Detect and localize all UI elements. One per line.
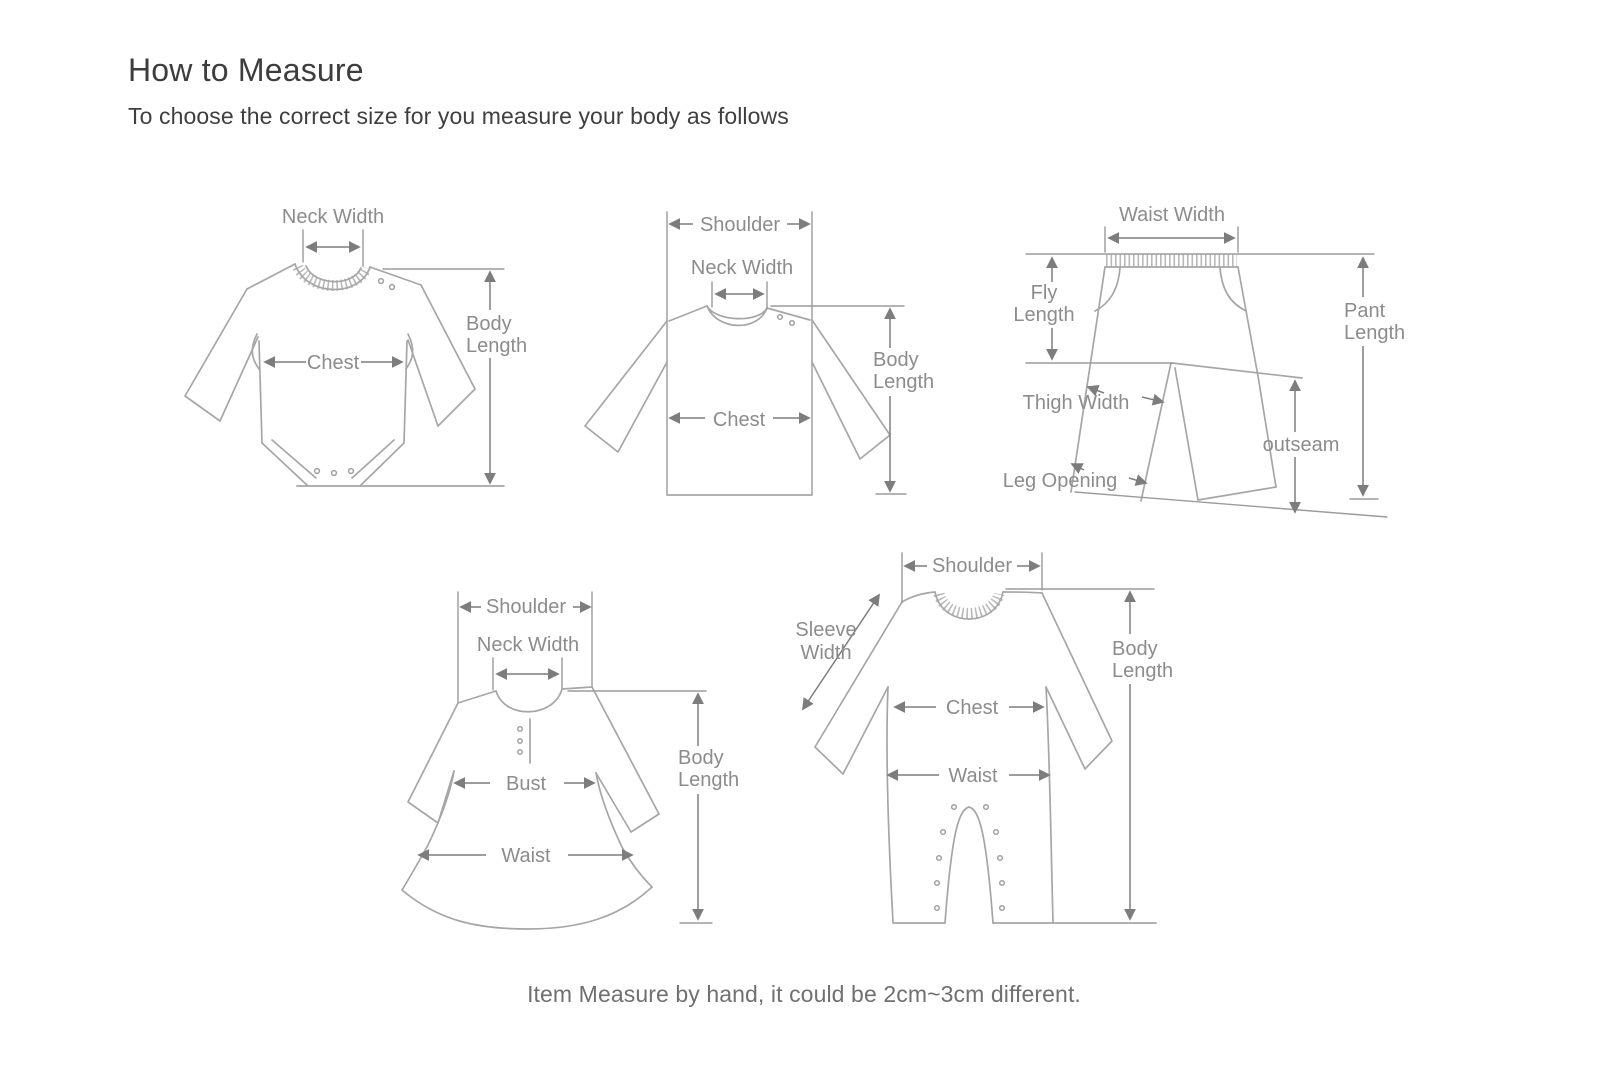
body-length-label: Length	[678, 769, 740, 791]
bust-label: Bust	[505, 773, 547, 795]
neck-width-label: Neck Width	[476, 634, 580, 656]
shoulder-label: Shoulder	[699, 214, 781, 236]
thigh-width-label: Thigh Width	[1022, 392, 1130, 414]
dress-measure-diagram	[340, 560, 760, 940]
crotch-snap	[998, 856, 1003, 861]
waist-label: Waist	[501, 845, 551, 867]
crotch-snap	[952, 805, 957, 810]
bodysuit-outline	[185, 264, 504, 486]
romper-measures	[803, 553, 1154, 919]
leg-opening-label: Leg Opening	[1002, 470, 1118, 492]
body-length-label: Body	[466, 313, 512, 335]
chest-label: Chest	[306, 352, 360, 374]
waist-width-label: Waist Width	[1119, 204, 1225, 226]
body-length-label: Length	[466, 335, 528, 357]
crotch-snap	[994, 830, 999, 835]
shoulder-button	[390, 285, 395, 290]
page-subtitle: To choose the correct size for you measure your body as follows	[128, 103, 789, 129]
crotch-snap	[984, 805, 989, 810]
sleeve-width-label: Sleeve	[795, 619, 857, 641]
placket-button	[518, 739, 522, 743]
crotch-snap	[349, 469, 354, 474]
shirt-outline	[585, 212, 890, 495]
body-length-label: Length	[1112, 660, 1174, 682]
shoulder-button	[778, 315, 783, 320]
neck-width-label: Neck Width	[281, 206, 385, 228]
shirt-measure-diagram	[570, 190, 950, 500]
waist-label: Waist	[948, 765, 998, 787]
outseam-label: outseam	[1262, 434, 1340, 456]
body-length-label: Body	[1112, 638, 1158, 660]
crotch-snap	[937, 856, 942, 861]
placket-button	[518, 727, 522, 731]
crotch-snap	[1000, 906, 1005, 911]
body-length-label: Length	[873, 371, 935, 393]
placket-button	[518, 750, 522, 754]
fly-length-label: Length	[1013, 304, 1075, 326]
crotch-snap	[332, 471, 337, 476]
body-length-label: Body	[873, 349, 919, 371]
shoulder-button	[790, 321, 795, 326]
crotch-snap	[935, 906, 940, 911]
measure-note: Item Measure by hand, it could be 2cm~3cm different.	[527, 981, 1081, 1007]
romper-measure-diagram	[760, 520, 1190, 940]
body-length-label: Body	[678, 747, 724, 769]
crotch-snap	[1000, 881, 1005, 886]
shoulder-button	[379, 279, 384, 284]
chest-label: Chest	[712, 409, 766, 431]
pant-length-label: Length	[1344, 322, 1406, 344]
pant-length-label: Pant	[1344, 300, 1386, 322]
shoulder-label: Shoulder	[485, 596, 567, 618]
sleeve-width-label: Width	[800, 642, 852, 664]
fly-length-label: Fly	[1030, 282, 1058, 304]
chest-label: Chest	[945, 697, 999, 719]
crotch-snap	[315, 469, 320, 474]
bodysuit-measure-diagram	[170, 190, 570, 500]
shoulder-label: Shoulder	[931, 555, 1013, 577]
crotch-snap	[941, 830, 946, 835]
crotch-snap	[935, 881, 940, 886]
romper-outline	[815, 592, 1156, 923]
pants-measure-diagram	[968, 190, 1418, 525]
neck-width-label: Neck Width	[690, 257, 794, 279]
page-title: How to Measure	[128, 52, 364, 88]
